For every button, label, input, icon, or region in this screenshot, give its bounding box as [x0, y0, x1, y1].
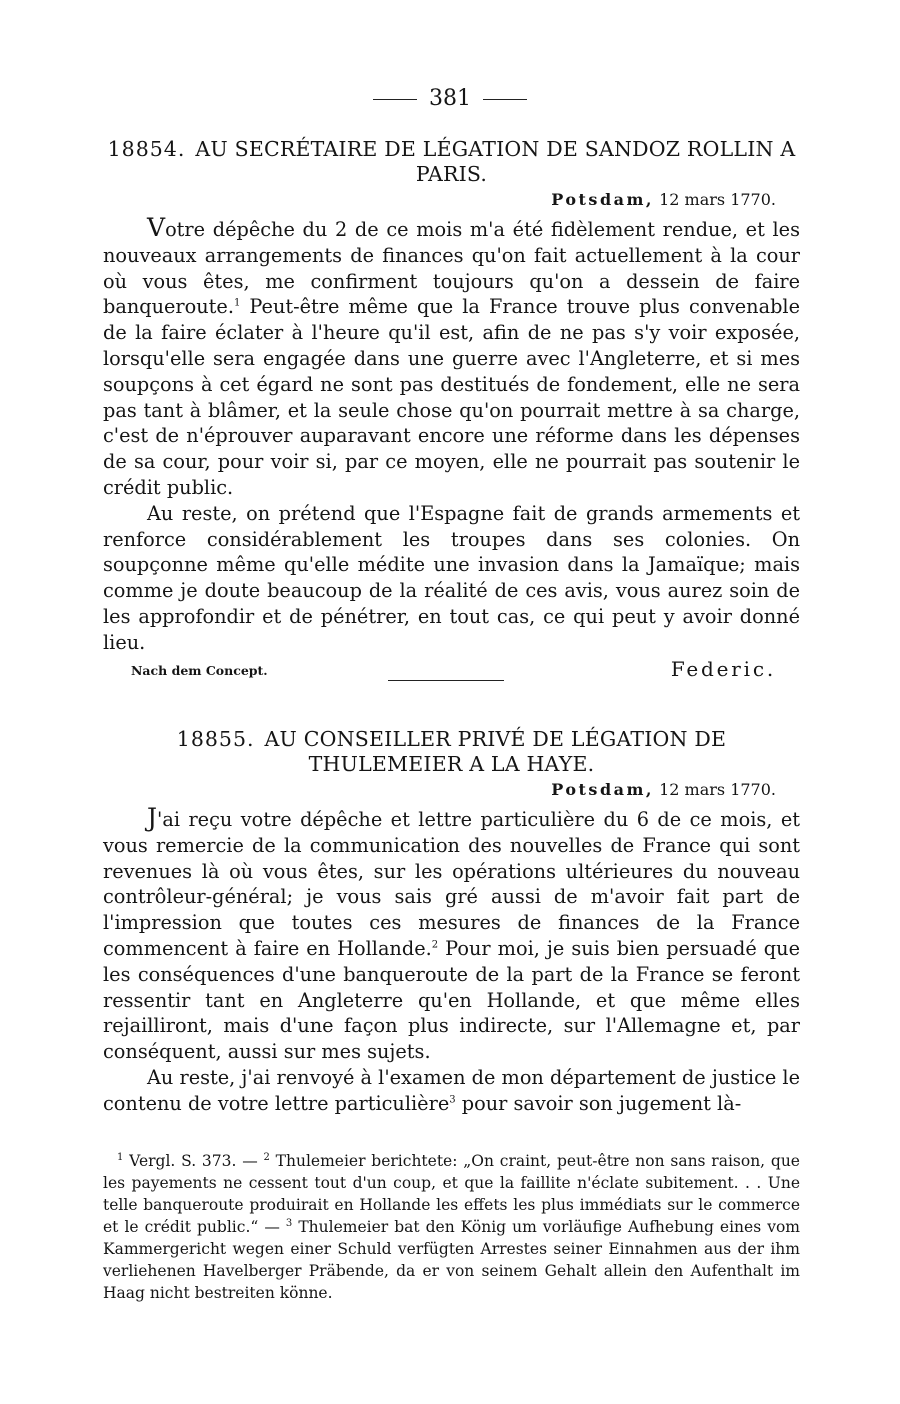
page-number-header [0, 86, 900, 111]
letter-number: 18854. [107, 137, 186, 161]
place: Potsdam, [551, 780, 654, 799]
left-dash [373, 99, 417, 100]
paragraph-text: Pour moi, je suis bien persuadé que les conséquences d'une banqueroute de la part de la France se feront ressentir tant en Angleterre qu'en Hollande, et que même elles rejailliront, mais d'une façon plus indirecte, sur l'Allemagne et, par conséquent, aussi sur mes sujets. [103, 936, 800, 1064]
footnote-text: Vergl. S. 373. — [129, 1152, 264, 1170]
footnote-ref: 1 [233, 297, 241, 309]
signature: Federic. [670, 656, 776, 681]
letter-title [103, 137, 800, 187]
letter-heading: AU CONSEILLER PRIVÉ DE LÉGATION DE THULEMEIER A LA HAYE. [264, 727, 727, 776]
footnote-ref: 3 [449, 1094, 456, 1106]
footnote-text: Thulemeier berichtete: „On craint, peut-être non sans raison, que les payements ne cessent tout d'un coup, et que la faillite n'éclate subitement. . . Une telle banqueroute produirait en Hollande les effets les plus immédiats sur le commerce et le crédit public.“ — [103, 1152, 800, 1236]
page-number: 381 [429, 86, 471, 111]
paragraph-text: 'ai reçu votre dépêche et lettre particulière du 6 de ce mois, et vous remercie de la communication des nouvelles de France qui sont revenues là où vous êtes, sur les opérations ultérieures du nouveau contrôleur-général; je vous sais gré aussi de m'avoir fait part de l'impression que toutes ces mesures de finances de la France commencent à faire en Hollande. [103, 808, 800, 960]
dateline [103, 190, 800, 209]
letter-18855 [103, 727, 800, 1117]
letter-18854 [103, 137, 800, 683]
paragraph [103, 805, 800, 1065]
closing [103, 657, 800, 683]
paragraph-text: Au reste, j'ai renvoyé à l'examen de mon département de justice le contenu de votre lettre particulière [103, 1065, 800, 1115]
paragraph-text: pour savoir son jugement là- [455, 1091, 742, 1115]
letter-number: 18855. [176, 727, 255, 751]
initial-letter: J [147, 803, 158, 832]
paragraph-text: Peut-être même que la France trouve plus convenable de la faire éclater à l'heure qu'il est, afin de ne pas s'y voir exposée, lorsqu'elle sera engagée dans une guerre avec l'Angleterre, et si mes soupçons à cet égard ne sont pas destitués de fondement, elle ne sera pas tant à blâmer, et la seule chose qu'on pourrait mettre à sa charge, c'est de n'éprouver auparavant encore une réforme dans les dépenses de sa cour, pour voir si, par ce moyen, elle ne pourrait pas soutenir le crédit public. [103, 295, 800, 499]
paragraph [103, 215, 800, 501]
initial-letter: V [147, 213, 166, 242]
date: 12 mars 1770. [659, 780, 776, 799]
paragraph: Au reste, on prétend que l'Espagne fait de grands armements et renforce considérablement les troupes dans ses colonies. On soupçonne même qu'elle médite une invasion dans la Jamaïque; mais comme je doute beaucoup de la réalité de ces avis, vous aurez soin de les approfondir et de pénétrer, en tout cas, ce qui peut y avoir donné lieu. [103, 501, 800, 654]
footnote-ref: 2 [431, 939, 439, 951]
date: 12 mars 1770. [659, 190, 776, 209]
footnotes [103, 1150, 800, 1304]
right-dash [483, 99, 527, 100]
source-note: Nach dem Concept. [131, 662, 268, 678]
place: Potsdam, [551, 190, 654, 209]
footnote-text: Thulemeier bat den König um vorläufige Aufhebung eines vom Kammergericht wegen einer Schuld verfügten Arrestes seiner Einnahmen aus der ihm verliehenen Havelberger Präbende, da er von seinem Gehalt allein den Aufenthalt im Haag nicht bestreiten könne. [103, 1218, 800, 1302]
footnote-mark: 2 [263, 1151, 270, 1163]
footnote-mark: 3 [285, 1217, 293, 1229]
paragraph-text: otre dépêche du 2 de ce mois m'a été fidèlement rendue, et les nouveaux arrangements de finances qu'on fait actuellement à la cour où vous êtes, me confirment toujours qu'on a dessein de faire banqueroute. [103, 218, 800, 319]
letter-title [103, 727, 800, 777]
footnote-block [103, 1150, 800, 1304]
letter-heading: AU SECRÉTAIRE DE LÉGATION DE SANDOZ ROLLIN A PARIS. [195, 137, 796, 186]
footnote-mark: 1 [117, 1151, 124, 1163]
dateline [103, 780, 800, 799]
paragraph [103, 1065, 800, 1117]
section-separator [388, 680, 504, 681]
